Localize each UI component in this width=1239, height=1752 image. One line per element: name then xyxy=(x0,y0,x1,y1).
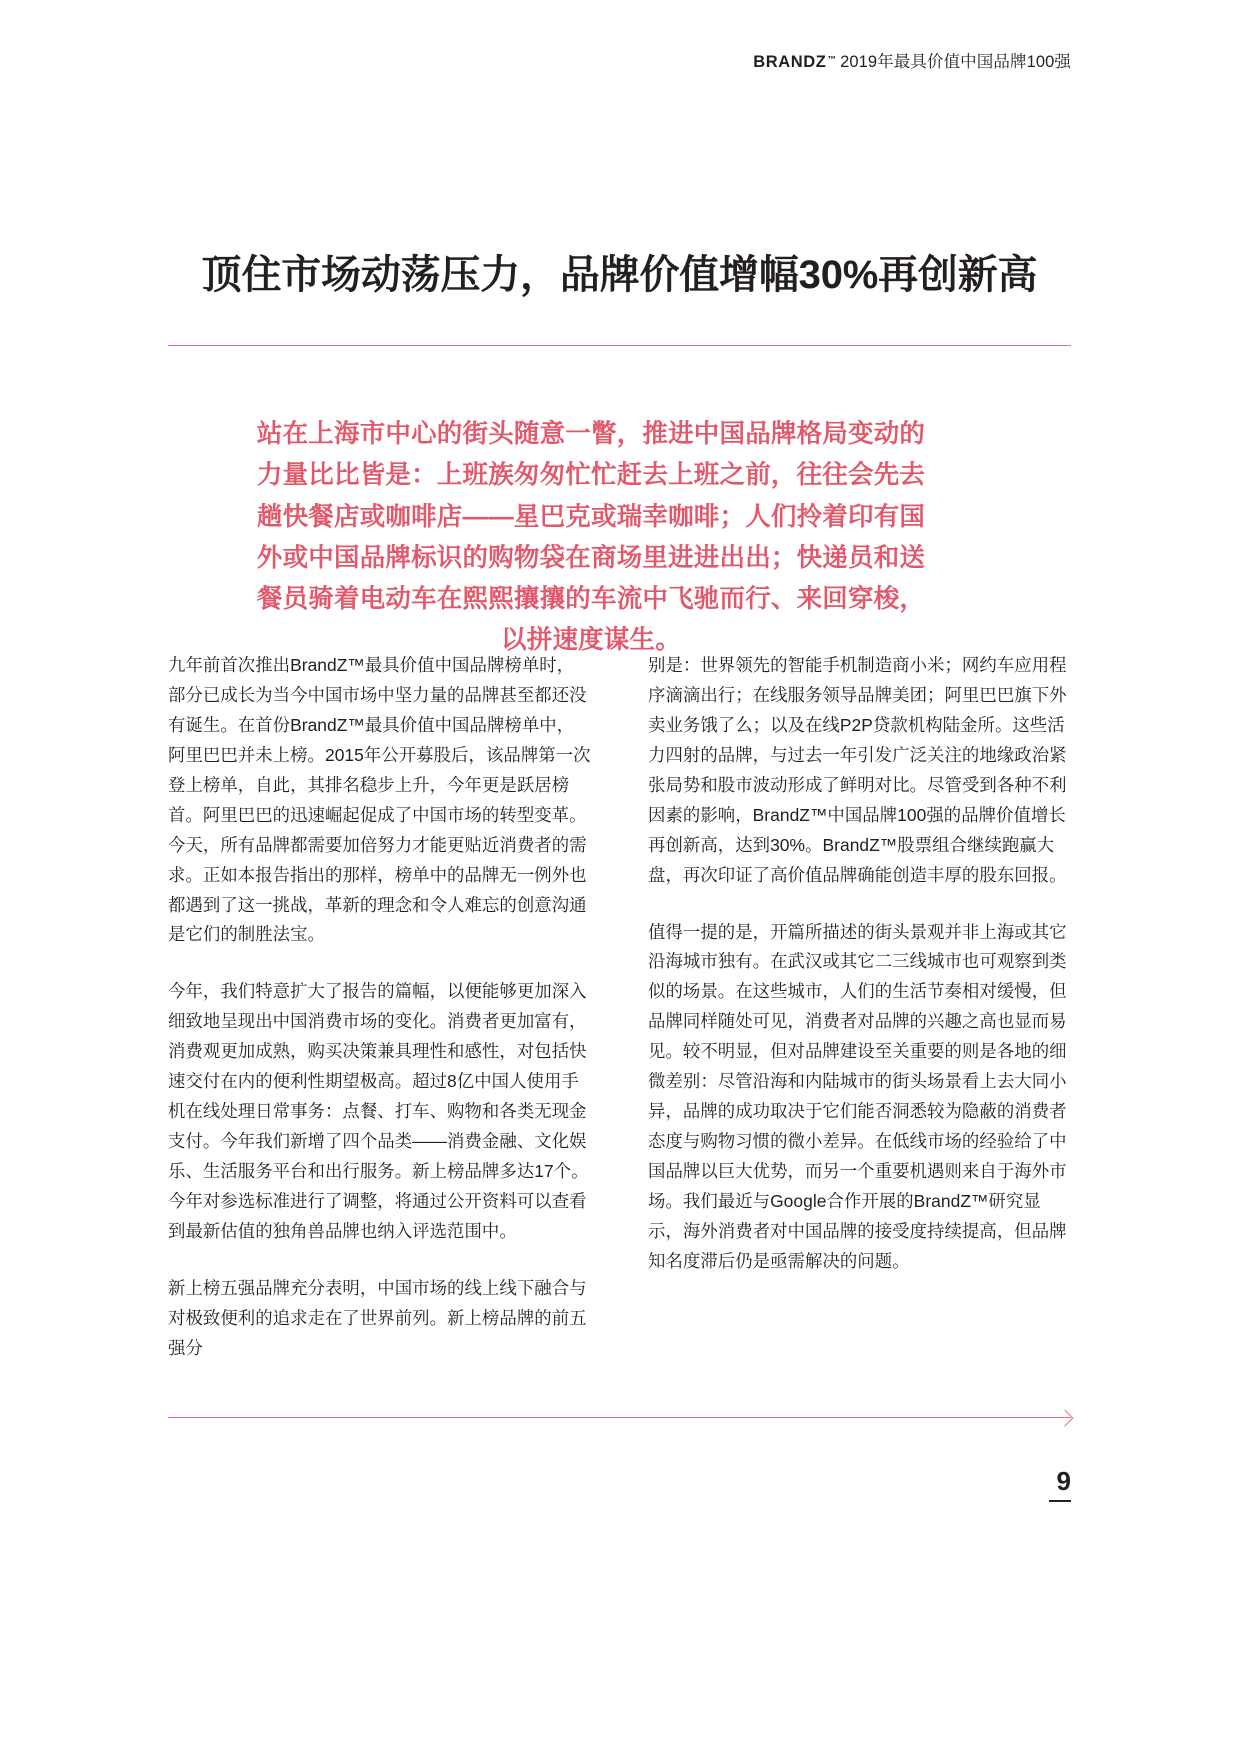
brandz-logotype: BRANDZ xyxy=(753,53,827,71)
title-divider-rule xyxy=(168,345,1071,346)
body-column-right xyxy=(648,651,1071,1364)
body-paragraph: 新上榜五强品牌充分表明，中国市场的线上线下融合与对极致便利的追求走在了世界前列。新上榜品牌的前五强分 xyxy=(168,1277,587,1358)
body-column-left xyxy=(168,651,591,1364)
trademark-icon: ™ xyxy=(827,54,837,64)
footer-arrow-rule xyxy=(168,1412,1071,1423)
page-number: 9 xyxy=(1056,1466,1071,1496)
body-columns xyxy=(168,651,1071,1364)
body-paragraph: 别是：世界领先的智能手机制造商小米；网约车应用程序滴滴出行；在线服务领导品牌美团；阿里巴巴旗下外卖业务饿了么；以及在线P2P贷款机构陆金所。这些活力四射的品牌，与过去一年引发广泛关注的地缘政治紧张局势和股市波动形成了鲜明对比。尽管受到各种不利因素的影响，BrandZ™中国品牌100强的品牌价值增长再创新高，达到30%。BrandZ™股票组合继续跑赢大盘，再次印证了高价值品牌确能创造丰厚的股东回报。 xyxy=(648,655,1067,885)
body-paragraph: 九年前首次推出BrandZ™最具价值中国品牌榜单时，部分已成长为当今中国市场中坚力量的品牌甚至都还没有诞生。在首份BrandZ™最具价值中国品牌榜单中，阿里巴巴并未上榜。2015年公开募股后，该品牌第一次登上榜单，自此，其排名稳步上升，今年更是跃居榜首。阿里巴巴的迅速崛起促成了中国市场的转型变革。今天，所有品牌都需要加倍努力才能更贴近消费者的需求。正如本报告指出的那样，榜单中的品牌无一例外也都遇到了这一挑战，革新的理念和令人难忘的创意沟通是它们的制胜法宝。 xyxy=(168,655,591,945)
arrow-right-icon xyxy=(1057,1410,1074,1427)
page-folio xyxy=(1049,1468,1071,1502)
running-header xyxy=(753,48,1071,72)
footer-rule-line xyxy=(168,1417,1071,1418)
running-header-title: 2019年最具价值中国品牌100强 xyxy=(840,53,1071,71)
page-title: 顶住市场动荡压力，品牌价值增幅30%再创新高 xyxy=(201,252,1038,297)
body-paragraph: 值得一提的是，开篇所描述的街头景观并非上海或其它沿海城市独有。在武汉或其它二三线城市也可观察到类似的场景。在这些城市，人们的生活节奏相对缓慢，但品牌同样随处可见，消费者对品牌的兴趣之高也显而易见。较不明显，但对品牌建设至关重要的则是各地的细微差别：尽管沿海和内陆城市的街头场景看上去大同小异，品牌的成功取决于它们能否洞悉较为隐蔽的消费者态度与购物习惯的微小差异。在低线市场的经验给了中国品牌以巨大优势，而另一个重要机遇则来自于海外市场。我们最近与Google合作开展的BrandZ™研究显示，海外消费者对中国品牌的接受度持续提高，但品牌知名度滞后仍是亟需解决的问题。 xyxy=(648,921,1067,1271)
body-paragraph: 今年，我们特意扩大了报告的篇幅，以便能够更加深入细致地呈现出中国消费市场的变化。消费者更加富有，消费观更加成熟，购买决策兼具理性和感性，对包括快速交付在内的便利性期望极高。超过8亿中国人使用手机在线处理日常事务：点餐、打车、购物和各类无现金支付。今年我们新增了四个品类——消费金融、文化娱乐、生活服务平台和出行服务。新上榜品牌多达17个。今年对参选标准进行了调整，将通过公开资料可以查看到最新估值的独角兽品牌也纳入评选范围中。 xyxy=(168,981,589,1241)
standfirst-intro: 站在上海市中心的街头随意一瞥，推进中国品牌格局变动的力量比比皆是：上班族匆匆忙忙赶去上班之前，往往会先去趟快餐店或咖啡店——星巴克或瑞幸咖啡；人们拎着印有国外或中国品牌标识的购物袋在商场里进进出出；快递员和送餐员骑着电动车在熙熙攘攘的车流中飞驰而行、来回穿梭，以拼速度谋生。 xyxy=(256,420,926,655)
folio-underline xyxy=(1049,1500,1071,1502)
